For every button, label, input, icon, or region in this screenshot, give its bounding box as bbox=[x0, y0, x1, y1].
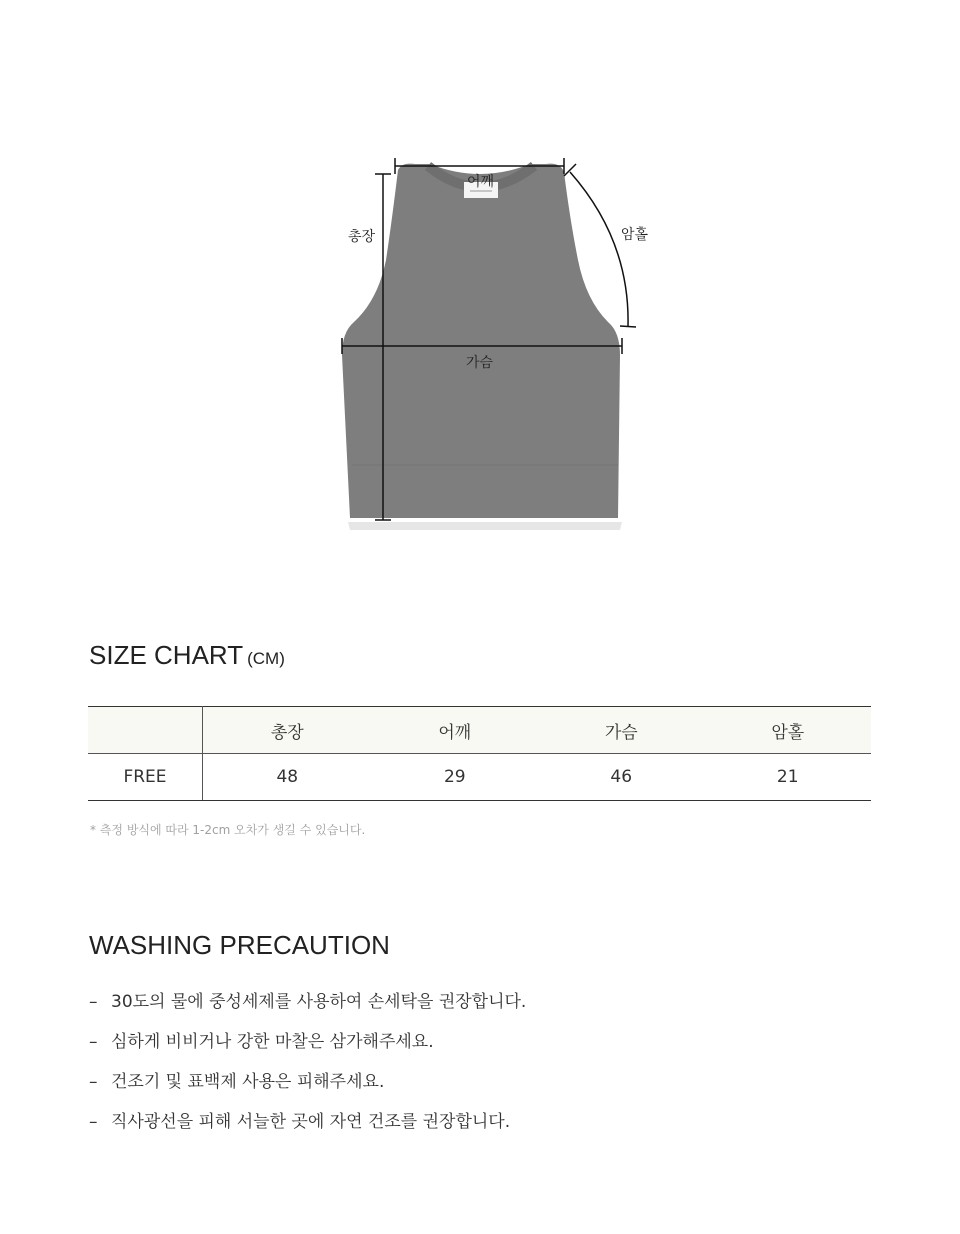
size-chart-table bbox=[88, 706, 871, 801]
table-cell-size: FREE bbox=[88, 754, 203, 801]
size-chart-unit: (CM) bbox=[247, 649, 285, 668]
shoulder-label: 어깨 bbox=[467, 174, 495, 190]
size-chart-title-text: SIZE CHART bbox=[89, 640, 244, 670]
washing-title: WASHING PRECAUTION bbox=[89, 930, 390, 960]
table-cell: 48 bbox=[203, 754, 372, 801]
measurement-note: * 측정 방식에 따라 1-2cm 오차가 생길 수 있습니다. bbox=[90, 823, 366, 837]
size-chart-title bbox=[89, 640, 285, 671]
washing-item-text: 직사광선을 피해 서늘한 곳에 자연 건조를 권장합니다. bbox=[111, 1112, 511, 1132]
table-cell: 46 bbox=[538, 754, 704, 801]
dash-marker: – bbox=[89, 1072, 98, 1092]
list-item bbox=[89, 990, 526, 1030]
dash-marker: – bbox=[89, 1032, 98, 1052]
washing-item-text: 건조기 및 표백제 사용은 피해주세요. bbox=[111, 1072, 385, 1092]
table-cell: 29 bbox=[372, 754, 538, 801]
length-label: 총장 bbox=[348, 229, 376, 245]
table-cell: 21 bbox=[704, 754, 871, 801]
armhole-label: 암홀 bbox=[621, 227, 649, 243]
washing-item-text: 심하게 비비거나 강한 마찰은 삼가해주세요. bbox=[111, 1032, 434, 1052]
table-header-cell: 암홀 bbox=[704, 707, 871, 754]
table-header-cell: 총장 bbox=[203, 707, 372, 754]
chest-label: 가슴 bbox=[466, 355, 494, 371]
table-header-cell: 가슴 bbox=[538, 707, 704, 754]
table-header-cell bbox=[88, 707, 203, 754]
table-row bbox=[88, 754, 871, 801]
washing-list bbox=[89, 990, 526, 1150]
table-header-row bbox=[88, 707, 871, 754]
sleeveless-knit-top-illustration bbox=[330, 150, 640, 540]
list-item bbox=[89, 1030, 526, 1070]
list-item bbox=[89, 1070, 526, 1110]
list-item bbox=[89, 1110, 526, 1150]
dash-marker: – bbox=[89, 1112, 98, 1132]
dash-marker: – bbox=[89, 992, 98, 1012]
table-header-cell: 어깨 bbox=[372, 707, 538, 754]
washing-item-text: 30도의 물에 중성세제를 사용하여 손세탁을 권장합니다. bbox=[111, 992, 527, 1012]
garment-measurement-figure bbox=[330, 150, 649, 540]
